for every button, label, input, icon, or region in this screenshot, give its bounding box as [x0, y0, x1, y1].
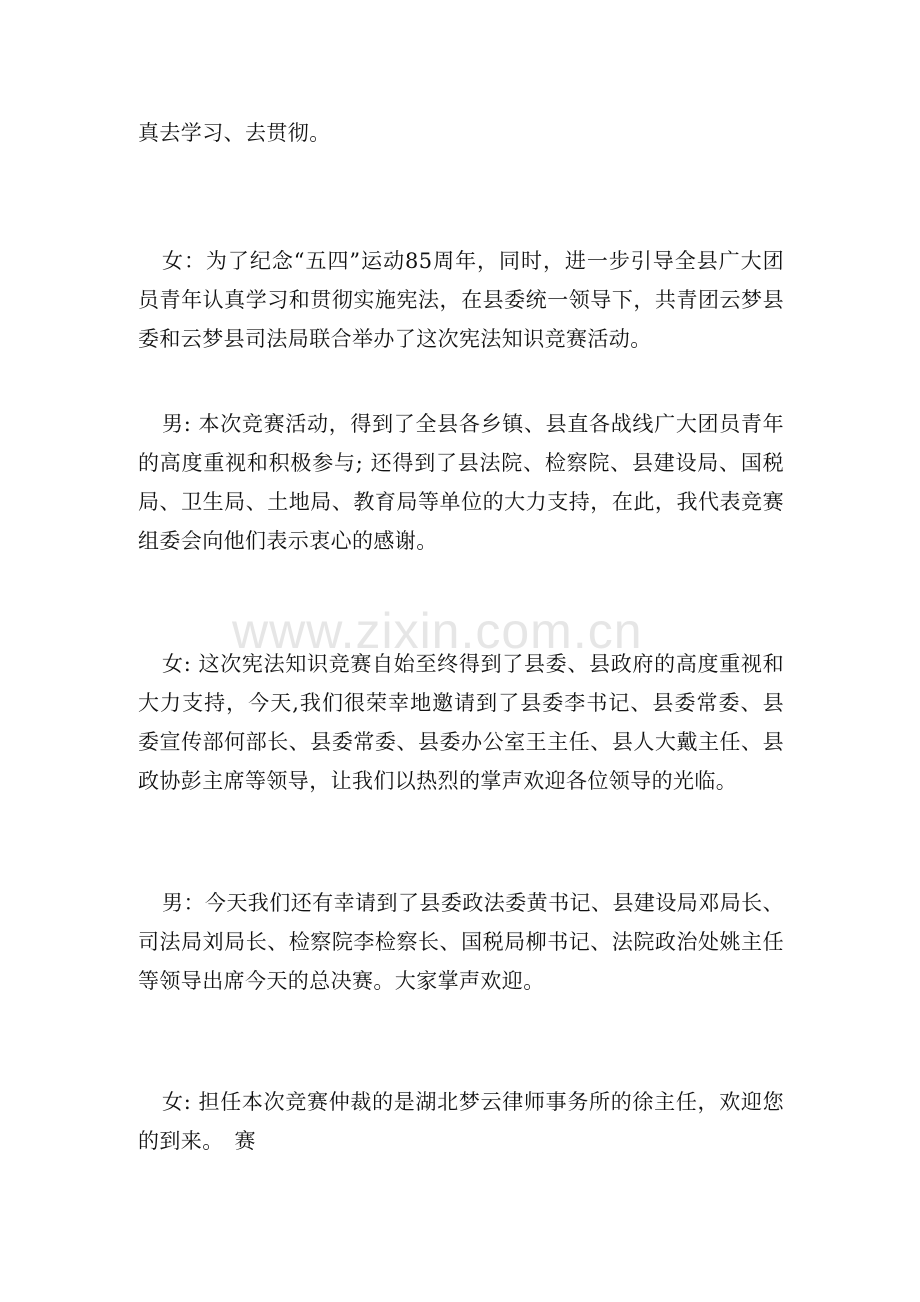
paragraph-female-host-3: 女: 担任本次竞赛仲裁的是湖北梦云律师事务所的徐主任，欢迎您的到来。 赛 [138, 1090, 784, 1153]
paragraph-female-host-2: 女: 这次宪法知识竞赛自始至终得到了县委、县政府的高度重视和大力支持，今天,我们很荣幸地邀请到了县委李书记、县委常委、县委宣传部何部长、县委常委、县委办公室王主任、县人大戴主任、县政协彭主席等领导，让我们以热烈的掌声欢迎各位领导的光临。 [138, 652, 784, 793]
paragraph-continuation: 真去学习、去贯彻。 [138, 121, 331, 145]
paragraph-male-host-1: 男: 本次竞赛活动，得到了全县各乡镇、县直各战线广大团员青年的高度重视和积极参与; 还得到了县法院、检察院、县建设局、国税局、卫生局、土地局、教育局等单位的大力支持，在此，我代表竞赛组委会向他们表示衷心的感谢。 [138, 412, 784, 553]
watermark: www.zixin.com.cn [232, 603, 643, 659]
paragraph-female-host-1: 女：为了纪念“五四”运动85周年，同时，进一步引导全县广大团员青年认真学习和贯彻实施宪法，在县委统一领导下，共青团云梦县委和云梦县司法局联合举办了这次宪法知识竞赛活动。 [138, 249, 784, 351]
paragraph-male-host-2: 男：今天我们还有幸请到了县委政法委黄书记、县建设局邓局长、司法局刘局长、检察院李检察长、国税局柳书记、法院政治处姚主任等领导出席今天的总决赛。大家掌声欢迎。 [138, 891, 784, 993]
